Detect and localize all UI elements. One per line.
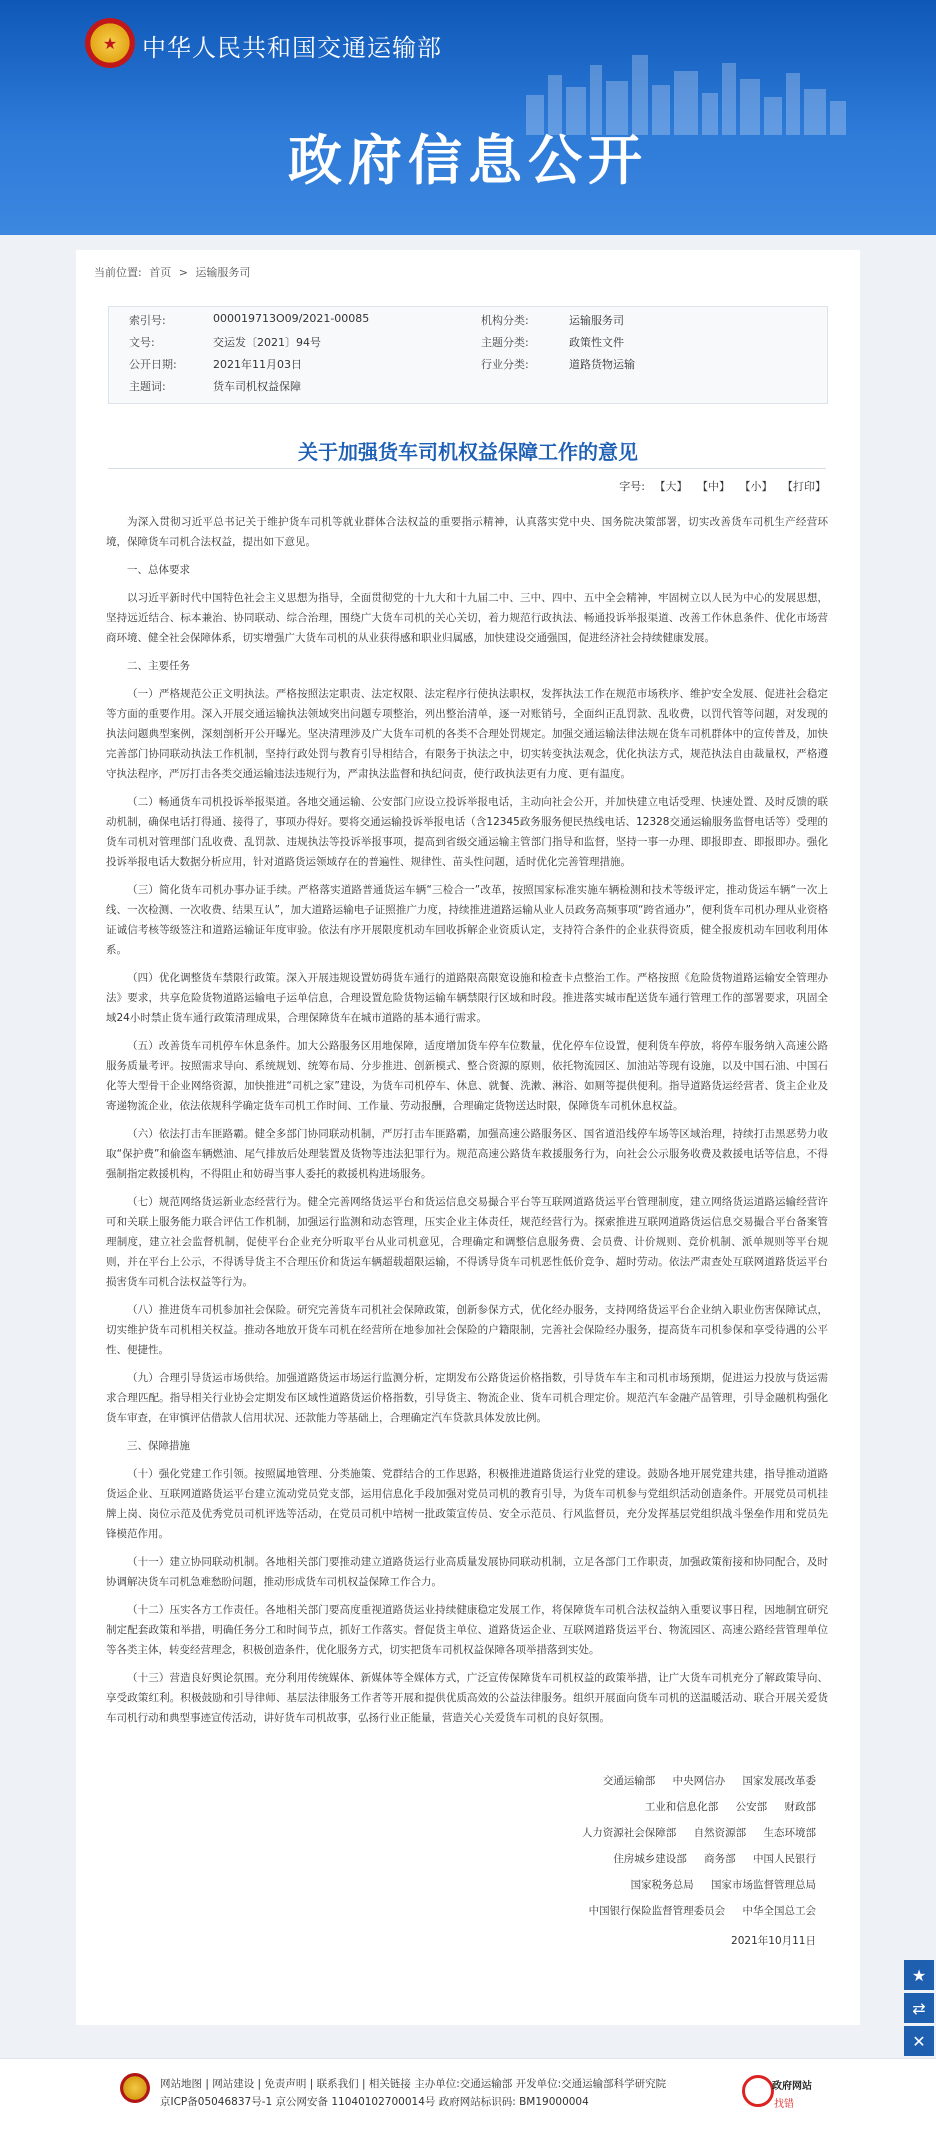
issuer: 工业和信息化部 [644,1801,719,1813]
paragraph: （十）强化党建工作引领。按照属地管理、分类施策、党群结合的工作思路，积极推进道路货运行业党的建设。鼓励各地开展党建共建，指导推动道路货运企业、互联网道路货运平台建立流动党员党支部，运用信息化手段加强对党员司机的教育引导，为货车司机参与党组织活动创造条件。开展党员司机挂牌上岗、岗位示范及优秀党员司机评选等活动，在党员司机中培树一批政策宣传员、安全示范员、行风监督员，充分发挥基层党组织战斗堡垒作用和党员先锋模范作用。 [106,1468,828,1540]
issuer: 交通运输部 [602,1775,656,1787]
breadcrumb-separator: > [178,266,188,279]
site-footer [0,2058,936,2132]
meta-theme-value: 政策性文件 [569,336,624,349]
national-emblem-icon[interactable]: ★ [85,18,135,68]
print-button[interactable]: 【打印】 [782,480,826,493]
section-heading: 二、主要任务 [127,660,190,672]
paragraph: （二）畅通货车司机投诉举报渠道。各地交通运输、公安部门应设立投诉举报电话，主动向社会公开，并加快建立电话受理、快速处置、及时反馈的联动机制，确保电话打得通、接得了，事项办得好。要将交通运输投诉举报电话（含12345政务服务便民热线电话、12328交通运输服务监督电话等）受理的货车司机对管理部门乱收费、乱罚款、违规执法等投诉举报事项，提高到省级交通运输主管部门指导和监督，坚持一事一办理、即报即查、即报即办。强化投诉举报电话大数据分析应用，针对道路货运领域存在的普遍性、规律性、苗头性问题，适时优化完善管理措施。 [106,796,828,868]
issuer: 人力资源社会保障部 [581,1827,677,1839]
issuer: 住房城乡建设部 [613,1853,687,1865]
issuer: 自然资源部 [693,1827,747,1839]
footer-links[interactable]: 网站地图 | 网站建设 | 免责声明 | 联系我们 | 相关链接 主办单位:交通运输部 开发单位:交通运输部科学研究院 [160,2078,667,2090]
paragraph: （八）推进货车司机参加社会保险。研究完善货车司机社会保障政策，创新参保方式，优化经办服务，支持网络货运平台企业纳入职业伤害保障试点，切实维护货车司机相关权益。推动各地放开货车司机在经营所在地参加社会保险的户籍限制，完善社会保险经办服务，提高货车司机参保和享受待遇的公平性、便捷性。 [106,1304,828,1356]
issuing-agencies [516,1768,816,1954]
issuer-row [516,1768,816,1794]
meta-docno-value: 交运发〔2021〕94号 [213,336,321,349]
paragraph: （一）严格规范公正文明执法。严格按照法定职责、法定权限、法定程序行使执法职权，发挥执法工作在规范市场秩序、维护安全发展、促进社会稳定等方面的重要作用。深入开展交通运输执法领域突出问题专项整治，列出整治清单，逐一对账销号，全面纠正乱罚款、乱收费，以罚代管等问题，对发现的执法问题典型案例，深刻剖析开公开曝光。坚决清理涉及广大货车司机的各类不合理处罚规定。加强交通运输法律法规在货车司机群体中的宣传普及，加快完善部门协同联动执法工作机制，坚持行政处罚与教育引导相结合，有限务于执法之中，切实转变执法观念，优化执法方式，规范执法自由裁量权，严格遵守执法程序，严厉打击各类交通运输违法违规行为，严肃执法监督和执纪问责，使行政执法更有力度、更有温度。 [106,688,828,780]
font-size-label: 字号: [619,480,645,493]
issuer: 国家发展改革委 [742,1775,816,1787]
issuer-row [516,1846,816,1872]
document-body [106,512,828,1736]
meta-industry-value: 道路货物运输 [569,358,635,371]
document-title: 关于加强货车司机权益保障工作的意见 [298,440,638,464]
report-error-badge[interactable] [742,2075,822,2113]
paragraph: 以习近平新时代中国特色社会主义思想为指导，全面贯彻党的十九大和十九届二中、三中、四中、五中全会精神，牢固树立以人民为中心的发展思想，坚持远近结合、标本兼治、协同联动、综合治理，围绕广大货车司机的关心关切，着力规范行政执法、畅通投诉举报渠道、改善工作休息条件、优化市场营商环境、健全社会保障体系，切实增强广大货车司机的从业获得感和职业归属感，加快建设交通强国，促进经济社会持续健康发展。 [106,592,828,644]
content-panel [76,250,860,2025]
share-icon[interactable]: ⇄ [904,1993,934,2023]
section-heading: 三、保障措施 [127,1440,190,1452]
issuer: 中央网信办 [672,1775,726,1787]
footer-registration: 京ICP备05046837号-1 京公网安备 11040102700014号 政府网站标识码: BM19000004 [160,2096,589,2108]
section-heading: 一、总体要求 [127,564,190,576]
badge-circle-icon [742,2075,774,2107]
breadcrumb-label: 当前位置: [94,266,142,279]
sign-date: 2021年10月11日 [731,1935,816,1947]
paragraph: （十一）建立协同联动机制。各地相关部门要推动建立道路货运行业高质量发展协同联动机制，立足各部门工作职责，加强政策衔接和协同配合，及时协调解决货车司机急难愁盼问题，推动形成货车司机权益保障工作合力。 [106,1556,828,1588]
issuer: 国家市场监督管理总局 [711,1879,816,1891]
issuer: 中国人民银行 [753,1853,816,1865]
issuer: 财政部 [784,1801,816,1813]
paragraph: （七）规范网络货运新业态经营行为。健全完善网络货运平台和货运信息交易撮合平台等互联网道路货运平台管理制度，建立网络货运道路运输经营许可和关联上服务能力联合评估工作机制，加强运行监测和动态管理，压实企业主体责任，规范经营行为。探索推进互联网道路货运信息交易撮合平台备案管理制度，建立社会监督机制，促使平台企业充分听取平台从业司机意见，合理确定和调整信息服务费、会员费、计价规则、竞价机制、派单规则等平台规则，并在平台上公示，不得诱导货主不合理压价和货运车辆超载超限运输，不得诱导货车司机恶性低价竞争、超时劳动。依法严肃查处互联网道路货运平台损害货车司机合法权益等行为。 [106,1196,828,1288]
paragraph: （六）依法打击车匪路霸。健全多部门协同联动机制，严厉打击车匪路霸，加强高速公路服务区、国省道沿线停车场等区域治理，持续打击黑恶势力收取“保护费”和偷盗车辆燃油、尾气排放后处理装置及货物等违法犯罪行为。规范高速公路货车救援服务行为，向社会公示服务收费及救援电话等信息，不得强制指定救援机构，不得阻止和妨碍当事人委托的救援机构进场服务。 [106,1128,828,1180]
title-divider [108,468,826,469]
paragraph: （九）合理引导货运市场供给。加强道路货运市场运行监测分析，定期发布公路货运价格指数，引导货车车主和司机市场预期，促进运力投放与货运需求合理匹配。指导相关行业协会定期发布区域性道路货运价格指数，引导货主、物流企业、货车司机合理定价。规范汽车金融产品管理，引导金融机构强化货车审查，在审慎评估借款人信用状况、还款能力等基础上，合理确定汽车贷款具体发放比例。 [106,1372,828,1424]
paragraph: 为深入贯彻习近平总书记关于维护货车司机等就业群体合法权益的重要指示精神，认真落实党中央、国务院决策部署，切实改善货车司机生产经营环境，保障货车司机合法权益，提出如下意见。 [106,516,828,548]
meta-category-label: 机构分类: [481,314,529,327]
font-medium-button[interactable]: 【中】 [697,480,730,493]
issuer: 中华全国总工会 [742,1905,816,1917]
paragraph: （十二）压实各方工作责任。各地相关部门要高度重视道路货运业持续健康稳定发展工作，将保障货车司机合法权益纳入重要议事日程，因地制宜研究制定配套政策和举措，明确任务分工和时间节点，抓好工作落实。督促货主单位、道路货运企业、互联网道路货运平台、物流园区、高速公路经营管理单位等各类主体，转变经营理念，积极创造条件，优化服务方式，切实把货车司机权益保障各项举措落到实处。 [106,1604,828,1656]
issuer-row [516,1872,816,1898]
paragraph: （十三）营造良好舆论氛围。充分利用传统媒体、新媒体等全媒体方式，广泛宣传保障货车司机权益的政策举措，让广大货车司机充分了解政策导向、享受政策红利。积极鼓励和引导律师、基层法律服务工作者等开展和提供优质高效的公益法律服务。组织开展面向货车司机的送温暖活动、联合开展关爱货车司机行动和典型事迹宣传活动，讲好货车司机故事，弘扬行业正能量，营造关心关爱货车司机的良好氛围。 [106,1672,828,1724]
favorite-star-icon[interactable]: ★ [904,1960,934,1990]
issuer: 中国银行保险监督管理委员会 [588,1905,726,1917]
paragraph: （三）简化货车司机办事办证手续。严格落实道路普通货运车辆“三检合一”改革，按照国家标准实施车辆检测和技术等级评定，推动货运车辆“一次上线、一次检测、一次收费、结果互认”，加大道路运输电子证照推广力度，持续推进道路运输从业人员政务高频事项“跨省通办”，便利货车司机办理从业资格证诚信考核等级签注和道路运输证年度审验。依法有序开展限度机动车回收拆解企业资质认定，支持符合条件的企业获得资质，健全报废机动车回收利用体系。 [106,884,828,956]
ministry-name[interactable]: 中华人民共和国交通运输部 [142,34,442,62]
badge-subtitle: 找错 [774,2099,794,2110]
font-small-button[interactable]: 【小】 [739,480,773,493]
issuer-row [516,1898,816,1924]
meta-docno-label: 文号: [129,336,155,349]
issuer: 商务部 [704,1853,736,1865]
font-size-controls [619,478,826,494]
header-banner [0,0,936,235]
paragraph: （四）优化调整货车禁限行政策。深入开展违规设置妨碍货车通行的道路限高限宽设施和检查卡点整治工作。严格按照《危险货物道路运输安全管理办法》要求，共享危险货物道路运输电子运单信息，合理设置危险货物运输车辆禁限行区域和时段。推进落实城市配送货车通行管理工作的部署要求，巩固全域24小时禁止货车通行政策清理成果，合理保障货车在城市道路的基本通行需求。 [106,972,828,1024]
close-icon[interactable]: ✕ [904,2026,934,2056]
banner-title: 政府信息公开 [288,129,648,192]
paragraph: （五）改善货车司机停车休息条件。加大公路服务区用地保障，适度增加货车停车位数量，优化停车位设置，便利货车停放，将停车服务纳入高速公路服务质量考评。按照需求导向、系统规划、统筹布局、分步推进、创新模式、整合资源的原则，依托物流园区、加油站等现有设施，以及中国石油、中国石化等大型骨干企业网络资源，加快推进“司机之家”建设，为货车司机停车、休息、就餐、洗漱、淋浴、如厕等提供便利。指导道路货运经营者、货主企业及寄递物流企业，依法依规科学确定货车司机工作时间、工作量、劳动报酬，合理确定货物送达时限，保障货车司机休息权益。 [106,1040,828,1112]
issuer: 公安部 [735,1801,768,1813]
issuer: 生态环境部 [763,1827,816,1839]
meta-index-label: 索引号: [129,314,166,327]
issuer-row [516,1820,816,1846]
document-metadata [108,306,828,404]
meta-date-label: 公开日期: [129,358,177,371]
badge-title: 政府网站 [772,2081,812,2092]
meta-subject-label: 主题词: [129,380,166,393]
issuer: 国家税务总局 [630,1879,694,1891]
font-large-button[interactable]: 【大】 [654,480,688,493]
meta-theme-label: 主题分类: [481,336,529,349]
meta-index-value: 000019713O09/2021-00085 [213,312,370,325]
meta-industry-label: 行业分类: [481,358,529,371]
breadcrumb-section-link[interactable]: 运输服务司 [195,266,251,279]
footer-emblem-icon [120,2073,150,2103]
meta-date-value: 2021年11月03日 [213,358,302,371]
breadcrumb [94,264,254,280]
breadcrumb-home-link[interactable]: 首页 [149,266,172,279]
meta-category-value: 运输服务司 [569,314,624,327]
meta-subject-value: 货车司机权益保障 [213,380,301,393]
issuer-row [516,1794,816,1820]
